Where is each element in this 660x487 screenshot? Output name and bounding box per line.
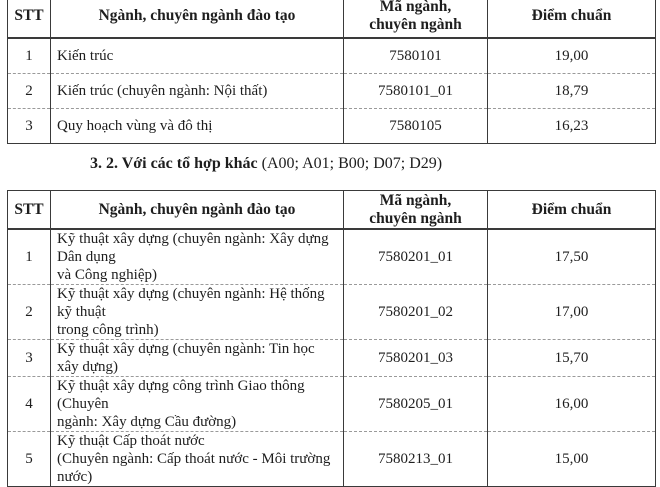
table-row — [8, 109, 656, 144]
row-name: Kỹ thuật Cấp thoát nước (Chuyên ngành: Cấp thoát nước - Môi trường nước) — [51, 432, 344, 487]
table-header-row — [8, 0, 656, 38]
table-row — [8, 74, 656, 109]
row-code: 7580105 — [344, 109, 488, 144]
table-row — [8, 38, 656, 74]
row-stt: 3 — [8, 340, 51, 377]
table-row — [8, 285, 656, 340]
header-stt: STT — [8, 0, 51, 38]
section-combinations: (A00; A01; B00; D07; D29) — [257, 155, 443, 172]
table-row — [8, 432, 656, 487]
section-heading — [90, 155, 442, 173]
header-name: Ngành, chuyên ngành đào tạo — [51, 0, 344, 38]
header-name: Ngành, chuyên ngành đào tạo — [51, 191, 344, 230]
row-stt: 1 — [8, 38, 51, 74]
row-score: 17,50 — [488, 229, 656, 285]
row-code: 7580101 — [344, 38, 488, 74]
row-score: 15,00 — [488, 432, 656, 487]
header-score: Điểm chuẩn — [488, 191, 656, 230]
row-name: Kiến trúc (chuyên ngành: Nội thất) — [51, 74, 344, 109]
table-row — [8, 377, 656, 432]
row-score: 16,23 — [488, 109, 656, 144]
row-stt: 2 — [8, 74, 51, 109]
row-stt: 1 — [8, 229, 51, 285]
row-code: 7580213_01 — [344, 432, 488, 487]
row-score: 19,00 — [488, 38, 656, 74]
table-row — [8, 340, 656, 377]
row-score: 16,00 — [488, 377, 656, 432]
row-code: 7580201_01 — [344, 229, 488, 285]
row-stt: 2 — [8, 285, 51, 340]
header-code: Mã ngành, chuyên ngành — [344, 191, 488, 230]
row-name: Kỹ thuật xây dựng (chuyên ngành: Tin học xây dựng) — [51, 340, 344, 377]
admission-scores-table-2 — [7, 190, 656, 487]
header-code: Mã ngành, chuyên ngành — [344, 0, 488, 38]
row-score: 17,00 — [488, 285, 656, 340]
row-stt: 4 — [8, 377, 51, 432]
table-row — [8, 229, 656, 285]
row-code: 7580201_02 — [344, 285, 488, 340]
header-score: Điểm chuẩn — [488, 0, 656, 38]
row-code: 7580205_01 — [344, 377, 488, 432]
header-stt: STT — [8, 191, 51, 230]
row-name: Kỹ thuật xây dựng công trình Giao thông (Chuyên ngành: Xây dựng Cầu đường) — [51, 377, 344, 432]
row-stt: 5 — [8, 432, 51, 487]
row-name: Quy hoạch vùng và đô thị — [51, 109, 344, 144]
section-title: 3. 2. Với các tổ hợp khác — [90, 155, 258, 172]
row-code: 7580101_01 — [344, 74, 488, 109]
row-name: Kiến trúc — [51, 38, 344, 74]
row-name: Kỹ thuật xây dựng (chuyên ngành: Hệ thống kỹ thuật trong công trình) — [51, 285, 344, 340]
row-name: Kỹ thuật xây dựng (chuyên ngành: Xây dựng Dân dụng và Công nghiệp) — [51, 229, 344, 285]
row-score: 15,70 — [488, 340, 656, 377]
row-score: 18,79 — [488, 74, 656, 109]
row-stt: 3 — [8, 109, 51, 144]
table-header-row — [8, 191, 656, 230]
row-code: 7580201_03 — [344, 340, 488, 377]
admission-scores-table-1 — [7, 0, 656, 144]
